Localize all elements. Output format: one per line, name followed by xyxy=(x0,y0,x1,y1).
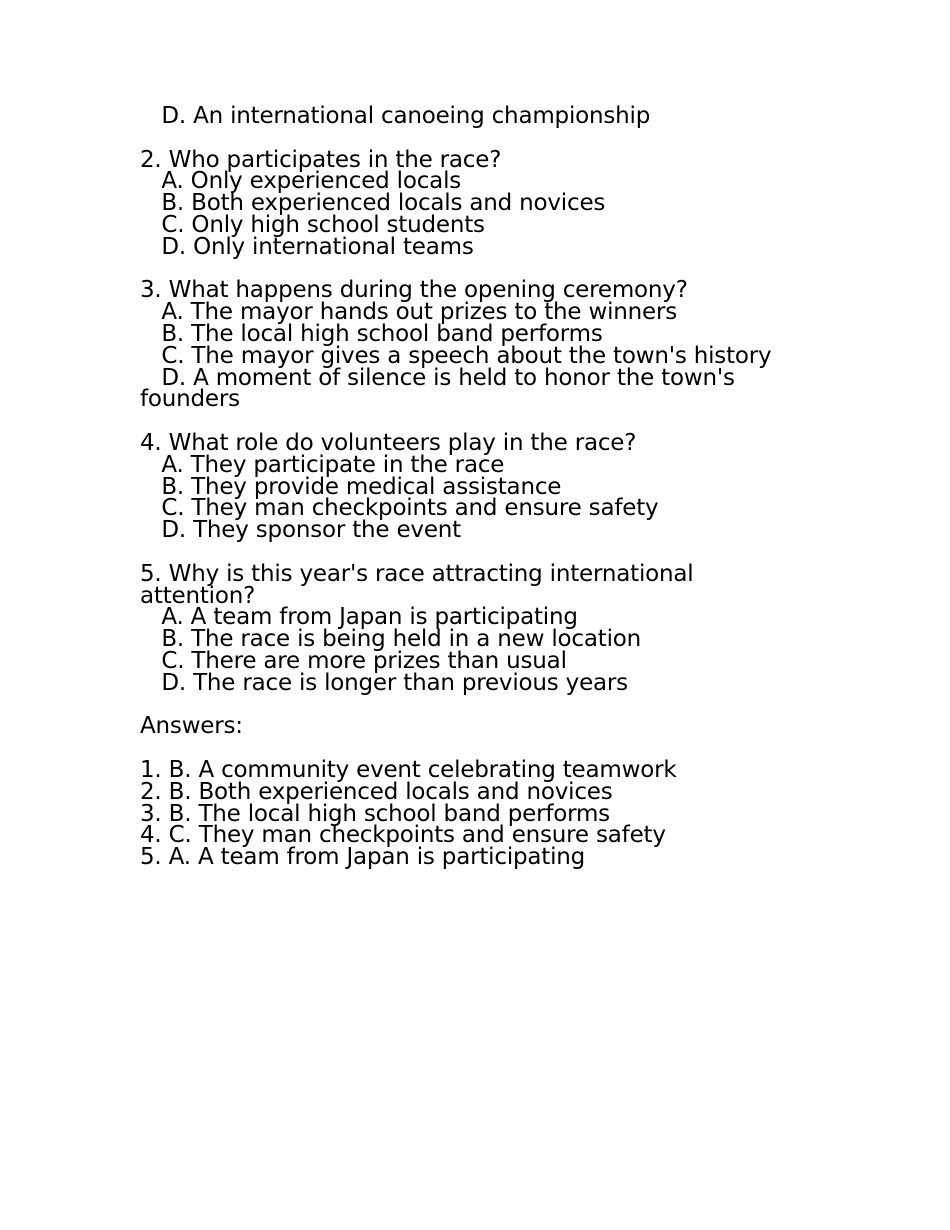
q3-option-d-continued: founders xyxy=(140,386,240,413)
q4-option-d: D. They sponsor the event xyxy=(140,517,461,544)
q5-question: 5. Why is this year's race attracting international xyxy=(140,560,694,587)
answer-item-1: 1. B. A community event celebrating teamwork xyxy=(140,756,677,783)
q4-option-a: A. They participate in the race xyxy=(140,451,505,478)
q4-option-c: C. They man checkpoints and ensure safety xyxy=(140,495,659,522)
q3-option-d: D. A moment of silence is held to honor the town's xyxy=(140,364,735,391)
q3-option-c: C. The mayor gives a speech about the town's history xyxy=(140,342,772,369)
answer-item-2: 2. B. Both experienced locals and novices xyxy=(140,778,613,805)
q5-option-a: A. A team from Japan is participating xyxy=(140,604,578,631)
q3-question: 3. What happens during the opening ceremony? xyxy=(140,277,688,304)
q4-question: 4. What role do volunteers play in the race? xyxy=(140,429,637,456)
answers-heading: Answers: xyxy=(140,713,243,740)
q3-option-b: B. The local high school band performs xyxy=(140,320,603,347)
q2-option-a: A. Only experienced locals xyxy=(140,168,462,195)
q5-question-continued: attention? xyxy=(140,582,256,609)
answer-item-3: 3. B. The local high school band performs xyxy=(140,800,610,827)
q2-option-b: B. Both experienced locals and novices xyxy=(140,190,606,217)
q4-option-b: B. They provide medical assistance xyxy=(140,473,562,500)
q2-option-c: C. Only high school students xyxy=(140,211,485,238)
document-page xyxy=(140,103,820,871)
answer-item-4: 4. C. They man checkpoints and ensure safety xyxy=(140,822,666,849)
answer-item-5: 5. A. A team from Japan is participating xyxy=(140,844,586,871)
q5-option-c: C. There are more prizes than usual xyxy=(140,647,567,674)
q1-option-d: D. An international canoeing championship xyxy=(140,103,651,129)
q2-option-d: D. Only international teams xyxy=(140,233,474,260)
q2-question: 2. Who participates in the race? xyxy=(140,146,502,173)
q3-option-a: A. The mayor hands out prizes to the winners xyxy=(140,299,678,326)
q5-option-d: D. The race is longer than previous years xyxy=(140,669,628,696)
q5-option-b: B. The race is being held in a new location xyxy=(140,626,642,653)
